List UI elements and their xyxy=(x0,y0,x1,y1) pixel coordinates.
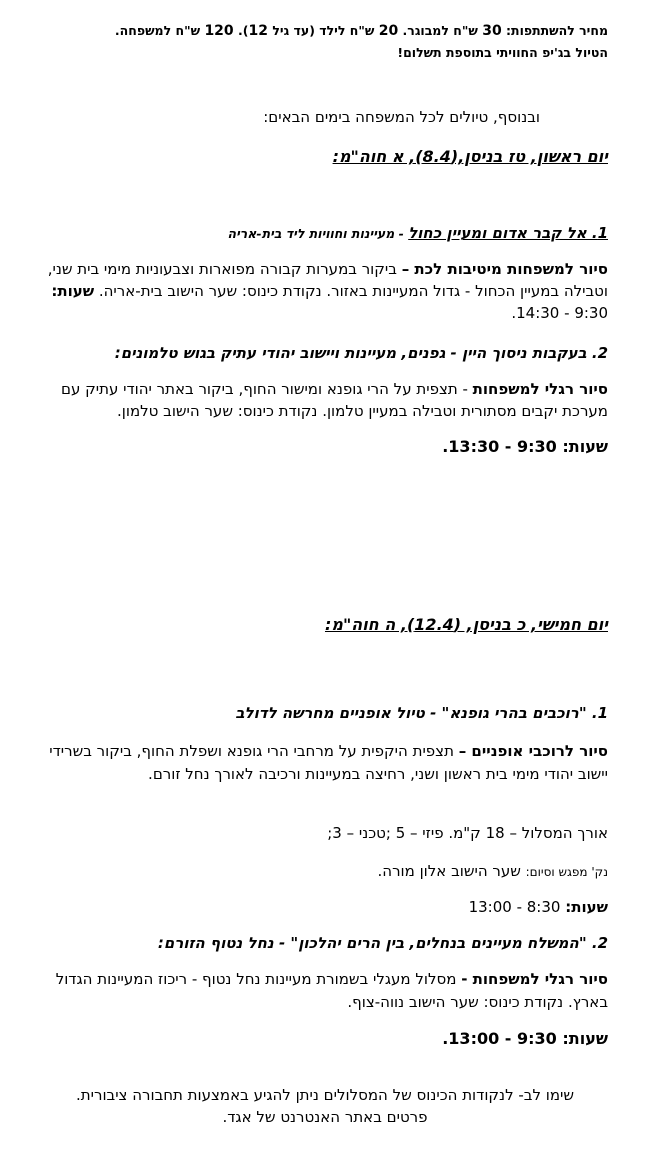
day2-trip1-lead: סיור לרוכבי אופניים – xyxy=(458,742,608,760)
day2-trip2-title: 2. "המשלח מעיינים בנחלים, בין הרים יהלכון" - נחל נטוף הזורם: xyxy=(157,934,608,952)
day1-trip1-paragraph xyxy=(38,258,608,324)
day2-trip1-title: 1. "רוכבים בהרי גופנא" - טיול אופניים מחרשה לדולב xyxy=(235,704,608,722)
day2-trip1-hours: 8:30 - 13:00 xyxy=(468,898,566,916)
day1-trip2-title: 2. בעקבות ניסוך היין - גפנים, מעיינות ויישוב יהודי עתיק בגוש טלמונים: xyxy=(114,344,608,362)
price-label: מחיר להשתתפות: xyxy=(501,23,608,38)
adult-price: 30 xyxy=(482,23,502,39)
transport-note-line-2: פרטים באתר האנטרנט של אגד. xyxy=(222,1108,428,1126)
day1-trip2-body: - תצפית על הרי גופנא ומישור החוף, ביקור באתר יהודי עתיק עם מערכת יקבים מסתורית וטבילה במעיין טלמון. נקודת כינוס: שער הישוב טלמון. xyxy=(61,380,608,420)
day1-trip2-hours-line xyxy=(38,436,608,458)
day2-trip1-body: תצפית היקפית על מרחבי הרי גופנא ושפלת החוף, ביקור בשרידי יישוב יהודי מימי בית ראשון ושני, רחיצה במעיינות ורכיבה לאורך נחל זורם. xyxy=(49,742,608,783)
day1-trip1-title xyxy=(38,222,608,245)
transport-note-line-1: שימו לב- לנקודות הכינוס של המסלולים ניתן להגיע באמצעות תחבורה ציבורית. xyxy=(76,1086,574,1104)
family-price-unit: ש"ח למשפחה. xyxy=(114,23,205,38)
day1-trip2-paragraph xyxy=(38,378,608,422)
day2-trip2-body: מסלול מעגלי בשמורת מעיינות נחל נטוף - ריכוז המעיינות הגדול בארץ. נקודת כינוס: שער הישוב נווה-צוף. xyxy=(55,970,608,1011)
day1-trip1-hours: 9:30 - 14:30. xyxy=(511,304,608,322)
price-line-1 xyxy=(38,20,608,42)
day1-heading: יום ראשון, טז בניסן,(8.4), א חוה"מ: xyxy=(332,147,608,166)
day2-trip2-lead: סיור רגלי למשפחות - xyxy=(461,970,608,988)
day1-trip1-lead: סיור למשפחות מיטיבות לכת – xyxy=(401,260,608,278)
adult-price-unit: ש"ח למבוגר. xyxy=(398,23,483,38)
day1-trip1-subtitle: - מעיינות וחוויות ליד בית-אריה xyxy=(227,226,409,241)
day1-trip2-hours: 9:30 - 13:30. xyxy=(442,437,563,456)
day1-trip1-hours-label: שעות: xyxy=(51,282,95,300)
child-price: 20 xyxy=(378,23,399,39)
intro-text: ובנוסף, טיולים לכל המשפחה בימים הבאים: xyxy=(263,108,540,126)
day2-heading: יום חמישי, כ בניסן, (12.4), ה חוה"מ: xyxy=(324,615,608,634)
day2-trip1-meet-label: נק' מפגש וסיום: xyxy=(525,865,608,879)
day2-trip2-hours-label: שעות: xyxy=(562,1029,608,1048)
child-price-unit: ש"ח לילד (עד גיל xyxy=(267,23,379,38)
day1-trip1-body: ביקור במערות קבורה מפוארות וצבעוניות מימי בית שני, וטבילה במעיין הכחול - גדול המעיינות באזור. נקודת כינוס: שער הישוב בית-אריה. xyxy=(47,260,608,300)
day2-trip2-hours: 9:30 - 13:00. xyxy=(442,1029,563,1048)
day2-trip2-paragraph xyxy=(38,968,608,1014)
day2-trip1-length: אורך המסלול – 18 ק"מ. פיזי – 5 ;טכני – 3; xyxy=(327,824,608,842)
day1-trip1-title-main: 1. אל קבר אדום ומעיין כחול xyxy=(408,224,608,242)
price-line-2: הטיול בג'יפ החוויתי בתוספת תשלום! xyxy=(397,45,608,60)
day1-trip2-hours-label: שעות: xyxy=(562,437,608,456)
day2-trip1-meet: שער הישוב אלון מורה. xyxy=(377,862,526,880)
day2-trip1-hours-line xyxy=(38,896,608,918)
child-age: 12 xyxy=(248,23,268,39)
day1-trip2-lead: סיור רגלי למשפחות xyxy=(472,380,608,398)
day2-trip1-paragraph xyxy=(38,740,608,786)
price-sep: ). xyxy=(233,23,249,38)
day2-trip1-hours-label: שעות: xyxy=(565,898,608,916)
day2-trip1-meeting xyxy=(38,860,608,883)
transport-note xyxy=(40,1084,610,1128)
day2-trip2-hours-line xyxy=(38,1028,608,1050)
family-price: 120 xyxy=(204,23,234,39)
price-info xyxy=(38,20,608,64)
